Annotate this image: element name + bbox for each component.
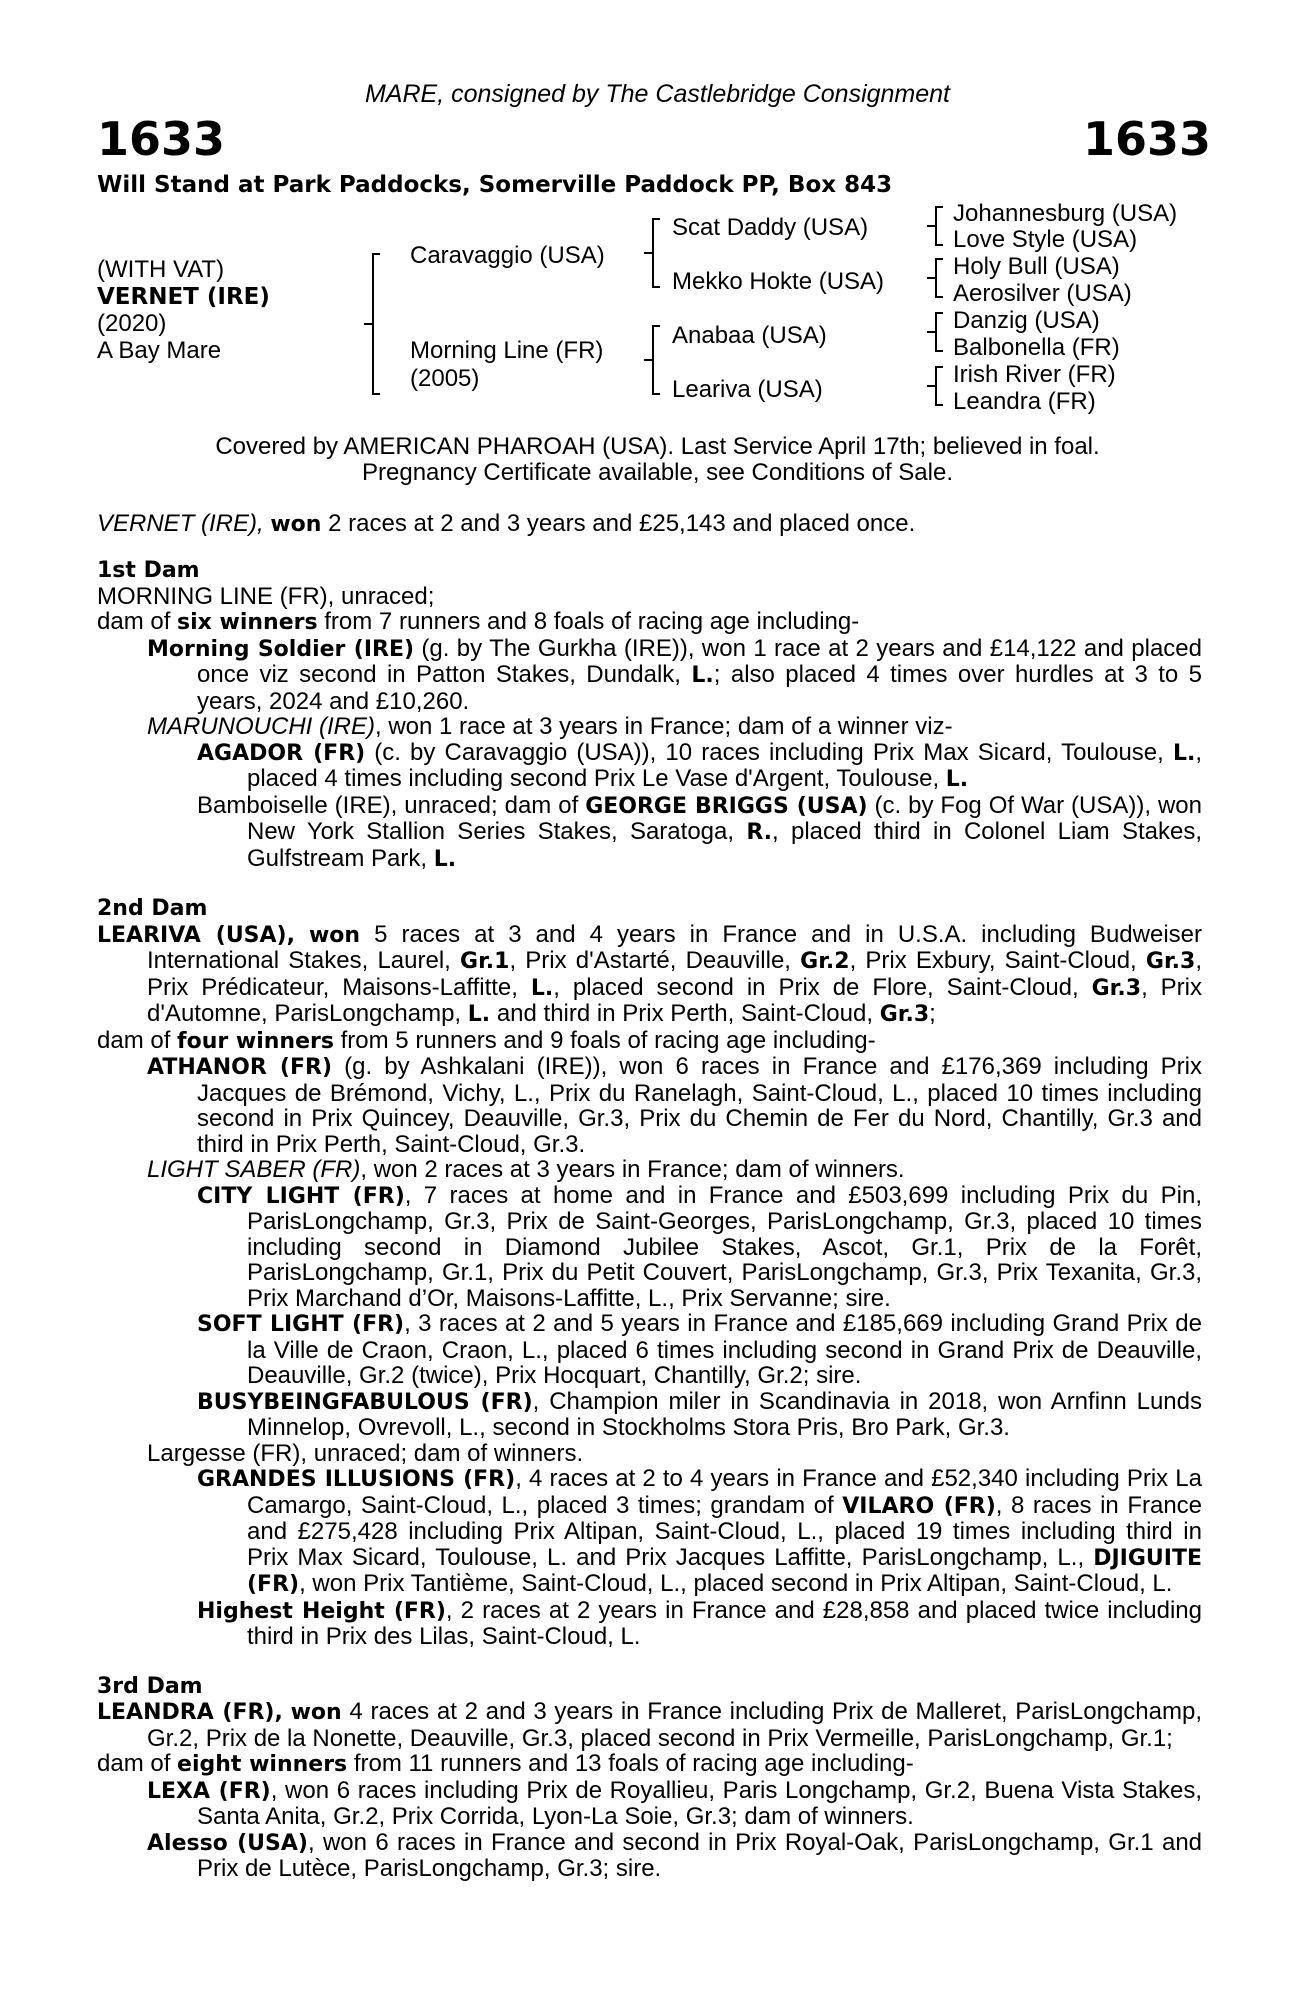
- produce-city-light: CITY LIGHT (FR), 7 races at home and in France and £503,699 including Prix du Pin, ParisLongchamp, Gr.3, Prix de Saint-Georges, ParisLongchamp, Gr.3, placed 10 times including second in Diamond Jubilee Stakes, Ascot, Gr.1, Prix de la Forêt, ParisLongchamp, Gr.1, Prix du Petit Couvert, ParisLongchamp, Gr.3, Prix Texanita, Gr.3, Prix Marchand d’Or, Maisons-Laffitte, L., Prix Servanne; sire.: [197, 1181, 1202, 1312]
- produce-soft-light: SOFT LIGHT (FR), 3 races at 2 and 5 years in France and £185,669 including Grand Prix de la Ville de Craon, Craon, L., placed 6 times including second in Grand Prix de Deauville, Deauville, Gr.2 (twice), Prix Hocquart, Chantilly, Gr.2; sire.: [197, 1310, 1202, 1389]
- lot-number-right: 1633: [1083, 112, 1212, 166]
- produce-agador: AGADOR (FR) (c. by Caravaggio (USA)), 10 races including Prix Max Sicard, Toulouse, L., placed 4 times including second Prix Le Vase d'Argent, Toulouse, L.: [197, 738, 1202, 792]
- race-summary: VERNET (IRE), won 2 races at 2 and 3 years and £25,143 and placed once.: [97, 510, 916, 537]
- ddd: Leandra (FR): [953, 388, 1096, 415]
- sire-sire: Scat Daddy (USA): [672, 214, 869, 241]
- sdd: Aerosilver (USA): [953, 280, 1132, 307]
- produce-busybeingfabulous: BUSYBEINGFABULOUS (FR), Champion miler in Scandinavia in 2018, won Arnfinn Lunds Minnelop, Ovrevoll, L., second in Stockholms Stora Pris, Bro Park, Gr.3.: [197, 1387, 1203, 1441]
- dds: Irish River (FR): [953, 361, 1116, 388]
- first-dam-name: MORNING LINE (FR), unraced;: [97, 582, 435, 610]
- produce-lexa: LEXA (FR), won 6 races including Prix de Royallieu, Paris Longchamp, Gr.2, Buena Vista Stakes, Santa Anita, Gr.2, Prix Corrida, Lyon-La Soie, Gr.3; dam of winners.: [147, 1776, 1203, 1830]
- dam: Morning Line (FR): [410, 337, 604, 364]
- third-dam-heading: 3rd Dam: [97, 1673, 203, 1699]
- pedigree-brace: [372, 253, 374, 395]
- produce-marunouchi: MARUNOUCHI (IRE), won 1 race at 3 years in France; dam of a winner viz-: [147, 713, 953, 740]
- sss: Johannesburg (USA): [953, 200, 1178, 227]
- produce-morning-soldier: Morning Soldier (IRE) (g. by The Gurkha (IRE)), won 1 race at 2 years and £14,122 and placed once viz second in Patton Stakes, Dundalk, L.; also placed 4 times over hurdles at 3 to 5 years, 2024 and £10,260.: [147, 634, 1202, 715]
- covered-line: Covered by AMERICAN PHAROAH (USA). Last Service April 17th; believed in foal.: [215, 433, 1100, 460]
- dsd: Balbonella (FR): [953, 334, 1120, 361]
- second-dam-heading: 2nd Dam: [97, 896, 208, 921]
- horse-year: (2020): [97, 310, 167, 337]
- catalogue-body: [97, 558, 1202, 1882]
- produce-light-saber: LIGHT SABER (FR), won 2 races at 3 years in France; dam of winners.: [147, 1156, 905, 1183]
- stable-location: Will Stand at Park Paddocks, Somerville Paddock PP, Box 843: [97, 172, 893, 198]
- third-dam-record: LEANDRA (FR), won 4 races at 2 and 3 years in France including Prix de Malleret, ParisLongchamp, Gr.2, Prix de la Nonette, Deauville, Gr.3, placed second in Prix Vermeille, ParisLongchamp, Gr.1;: [97, 1698, 1203, 1752]
- ssd: Love Style (USA): [953, 226, 1138, 253]
- produce-largesse: Largesse (FR), unraced; dam of winners.: [147, 1439, 584, 1467]
- dam-dam: Leariva (USA): [672, 376, 823, 403]
- produce-highest-height: Highest Height (FR), 2 races at 2 years in France and £28,858 and placed twice including third in Prix des Lilas, Saint-Cloud, L.: [197, 1596, 1203, 1650]
- produce-grandes-illusions: GRANDES ILLUSIONS (FR), 4 races at 2 to 4 years in France and £52,340 including Prix La Camargo, Saint-Cloud, L., placed 3 times; grandam of VILARO (FR), 8 races in France and £275,428 including Prix Altipan, Saint-Cloud, L., placed 19 times including third in Prix Max Sicard, Toulouse, L. and Prix Jacques Laffitte, ParisLongchamp, L., DJIGUITE (FR), won Prix Tantième, Saint-Cloud, L., placed second in Prix Altipan, Saint-Cloud, L.: [197, 1465, 1203, 1597]
- second-dam-record: LEARIVA (USA), won 5 races at 3 and 4 years in France and in U.S.A. including Budweiser International Stakes, Laurel, Gr.1, Prix d'Astarté, Deauville, Gr.2, Prix Exbury, Saint-Cloud, Gr.3, Prix Prédicateur, Maisons-Laffitte, L., placed second in Prix de Flore, Saint-Cloud, Gr.3, Prix d'Automne, ParisLongchamp, L. and third in Prix Perth, Saint-Cloud, Gr.3;: [97, 920, 1203, 1027]
- consignor-subtitle: MARE, consigned by The Castlebridge Consignment: [364, 80, 951, 108]
- lot-number-left: 1633: [97, 112, 226, 166]
- horse-description: A Bay Mare: [97, 337, 222, 364]
- first-dam-produce: dam of six winners from 7 runners and 8 foals of racing age including-: [97, 608, 860, 635]
- sds: Holy Bull (USA): [953, 253, 1120, 280]
- dss: Danzig (USA): [953, 307, 1100, 334]
- third-dam-produce: dam of eight winners from 11 runners and 13 foals of racing age including-: [97, 1750, 914, 1777]
- horse-name: VERNET (IRE): [97, 284, 270, 310]
- produce-athanor: ATHANOR (FR) (g. by Ashkalani (IRE)), won 6 races in France and £176,369 including Prix Jacques de Brémond, Vichy, L., Prix du Ranelagh, Saint-Cloud, L., placed 10 times including second in Prix Quincey, Deauville, Gr.3, Prix du Chemin de Fer du Nord, Chantilly, Gr.3 and third in Prix Perth, Saint-Cloud, Gr.3.: [147, 1053, 1202, 1158]
- sire-dam: Mekko Hokte (USA): [672, 268, 885, 295]
- dam-year: (2005): [410, 365, 480, 392]
- produce-alesso: Alesso (USA), won 6 races in France and second in Prix Royal-Oak, ParisLongchamp, Gr.1 and Prix de Lutèce, ParisLongchamp, Gr.3; sire.: [147, 1828, 1203, 1882]
- pregnancy-line: Pregnancy Certificate available, see Conditions of Sale.: [362, 459, 953, 486]
- sire: Caravaggio (USA): [410, 242, 605, 269]
- dam-sire: Anabaa (USA): [672, 322, 827, 349]
- second-dam-produce: dam of four winners from 5 runners and 9 foals of racing age including-: [97, 1026, 876, 1054]
- first-dam-heading: 1st Dam: [97, 558, 200, 583]
- vat-note: (WITH VAT): [97, 256, 225, 283]
- produce-bamboiselle: Bamboiselle (IRE), unraced; dam of GEORGE BRIGGS (USA) (c. by Fog Of War (USA)), won New York Stallion Series Stakes, Saratoga, R., placed third in Colonel Liam Stakes, Gulfstream Park, L.: [197, 791, 1202, 872]
